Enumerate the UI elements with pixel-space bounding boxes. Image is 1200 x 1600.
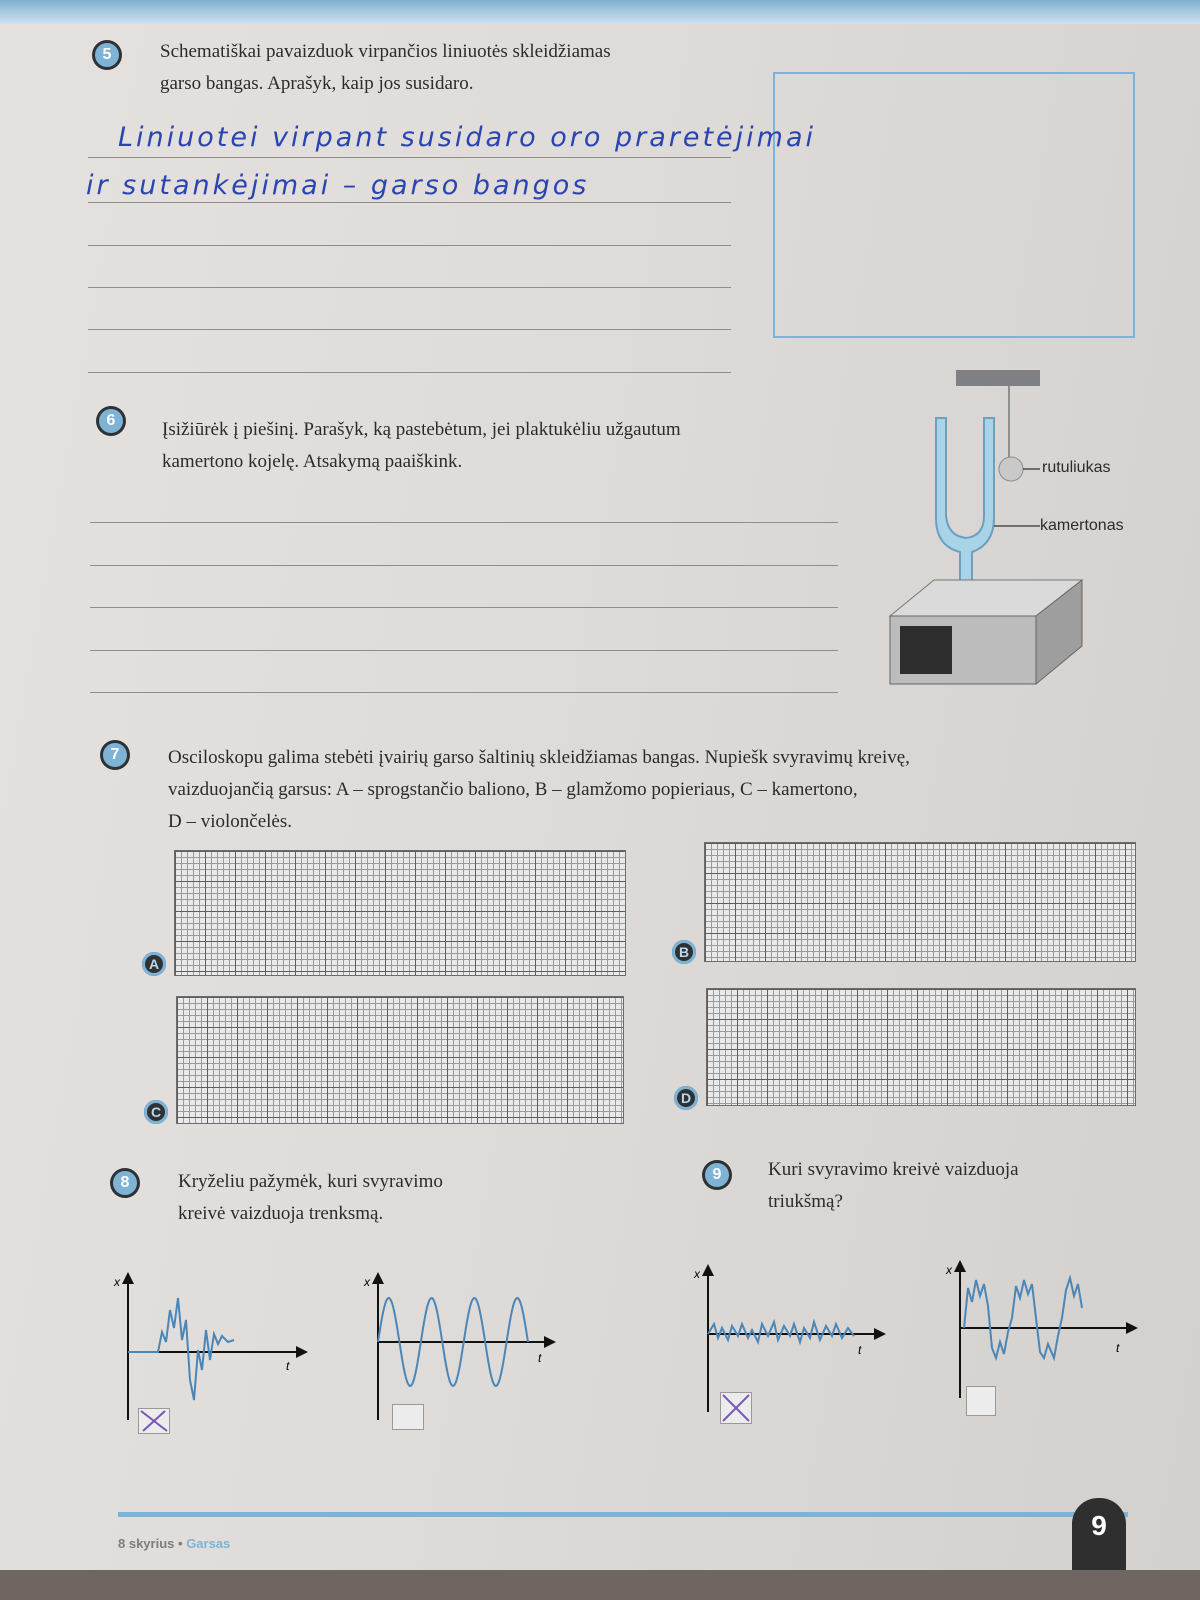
svg-text:x: x xyxy=(114,1275,120,1289)
label-ball: rutuliukas xyxy=(1042,459,1111,476)
page-edge-shadow xyxy=(0,1570,1200,1600)
grid-label-d: D xyxy=(674,1086,698,1110)
task-5-text: Schematiškai pavaizduok virpančios liniuotės skleidžiamas garso bangas. Aprašyk, kaip jos susidaro. xyxy=(160,41,611,94)
svg-text:t: t xyxy=(858,1343,862,1357)
svg-text:x: x xyxy=(694,1267,700,1281)
answer-line xyxy=(88,372,731,373)
label-tuning-fork: kamertonas xyxy=(1040,517,1124,534)
oscilloscope-grid-d[interactable] xyxy=(706,988,1136,1106)
svg-text:t: t xyxy=(538,1351,542,1365)
answer-line xyxy=(90,607,838,608)
tuning-fork xyxy=(936,418,994,583)
checkbox-9-irregular[interactable] xyxy=(966,1386,996,1416)
svg-text:x: x xyxy=(946,1263,952,1277)
oscilloscope-grid-b[interactable] xyxy=(704,842,1136,962)
grid-label-b: B xyxy=(672,940,696,964)
task-6-text: Įsižiūrėk į piešinį. Parašyk, ką pastebėtum, jei plaktukėliu užgautum kamertono kojelę. Atsakymą paaiškink. xyxy=(162,419,681,472)
resonator-opening xyxy=(900,626,952,674)
cross-mark-icon xyxy=(721,1393,751,1423)
handwritten-answer-line-1[interactable]: Liniuotei virpant susidaro oro praretėjimai xyxy=(118,122,817,153)
svg-text:t: t xyxy=(286,1359,290,1373)
grid-label-a: A xyxy=(142,952,166,976)
answer-line xyxy=(88,202,731,203)
stand-bar xyxy=(956,370,1040,386)
task-9-text: Kuri svyravimo kreivė vaizduoja triukšmą? xyxy=(768,1159,1019,1212)
oscilloscope-grid-c[interactable] xyxy=(176,996,624,1124)
ball xyxy=(999,457,1023,481)
task-8-number: 8 xyxy=(110,1168,140,1198)
answer-line xyxy=(90,650,838,651)
task-7-text: Osciloskopu galima stebėti įvairių garso šaltinių skleidžiamas bangas. Nupiešk svyravimų kreivę, vaizduojančią garsus: A – sprogstančio baliono, B – glamžomo popieriaus, C – kamertono, D – violončelės. xyxy=(168,747,910,832)
footer-line xyxy=(118,1512,1128,1517)
checkbox-8-bang[interactable] xyxy=(138,1408,170,1434)
task-7-number: 7 xyxy=(100,740,130,770)
answer-line xyxy=(90,692,838,693)
svg-text:x: x xyxy=(364,1275,370,1289)
task-5-drawing-box[interactable] xyxy=(773,72,1135,338)
oscilloscope-grid-a[interactable] xyxy=(174,850,626,976)
answer-line xyxy=(88,329,731,330)
answer-line xyxy=(88,287,731,288)
top-band xyxy=(0,0,1200,24)
grid-label-c: C xyxy=(144,1100,168,1124)
handwritten-answer-line-2[interactable]: ir sutankėjimai – garso bangos xyxy=(86,170,590,201)
answer-line xyxy=(88,157,731,158)
footer-chapter: 8 skyrius • Garsas xyxy=(118,1536,231,1551)
task-5-number: 5 xyxy=(92,40,122,70)
checkbox-8-sine[interactable] xyxy=(392,1404,424,1430)
answer-line xyxy=(88,245,731,246)
answer-line xyxy=(90,565,838,566)
tuning-fork-illustration xyxy=(890,368,1170,708)
svg-text:t: t xyxy=(1116,1341,1120,1355)
task-6-number: 6 xyxy=(96,406,126,436)
answer-line xyxy=(90,522,838,523)
task-9-number: 9 xyxy=(702,1160,732,1190)
cross-mark-icon xyxy=(139,1409,169,1433)
task-8-text: Kryželiu pažymėk, kuri svyravimo kreivė vaizduoja trenksmą. xyxy=(178,1171,443,1224)
checkbox-9-noise[interactable] xyxy=(720,1392,752,1424)
page-number: 9 xyxy=(1072,1498,1126,1600)
